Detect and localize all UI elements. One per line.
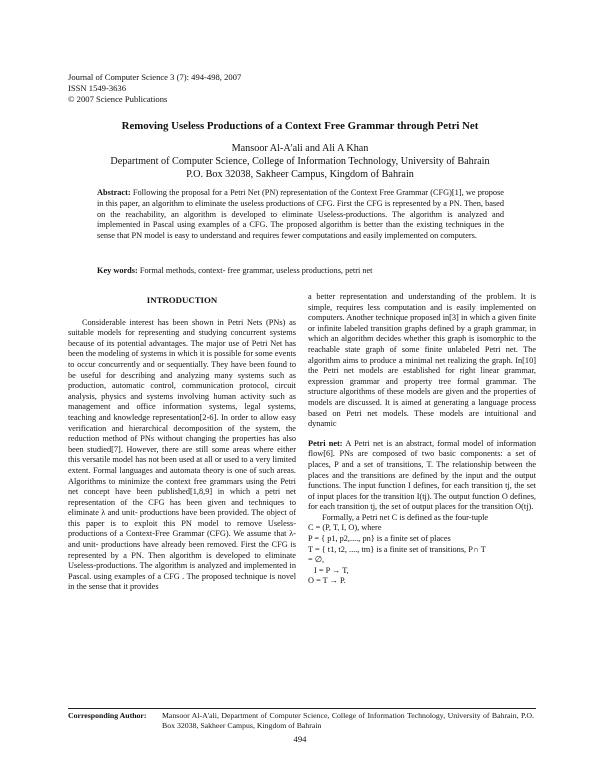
- petri-net-formal-intro: Formally, a Petri net C is defined as the four-tuple: [322, 512, 489, 522]
- definition-line-4: = ∅,: [308, 555, 325, 565]
- petri-net-text: A Petri net is an abstract, formal model of information flow[6]. PNs are composed of two basic components: a set of places, P and a set of transitions, T. The relationship between the places and the transitions are defined by the input and the output functions. The input function I defines, for each transition tj, the set of input places for the transition I(tj). The output function O defines, for each transition tj, the set of output places for the transition O(tj).: [308, 438, 536, 512]
- abstract: [97, 188, 504, 242]
- corresponding-author-label: Corresponding Author:: [68, 711, 147, 720]
- petri-net-label: Petri net:: [308, 438, 343, 448]
- definition-line-6: O = T → P.: [308, 576, 346, 586]
- keywords: [97, 266, 504, 277]
- keywords-label: Key words:: [97, 266, 138, 275]
- keywords-text: Formal methods, context- free grammar, useless productions, petri net: [139, 266, 373, 275]
- journal-info: [68, 72, 241, 105]
- intro-paragraph-1: Considerable interest has been shown in Petri Nets (PNs) as suitable models for representing and studying concurrent systems because of its potential advantages. The major use of Petri Net has been the modeling of systems in which it is possible for some events to occur concurrently and or sequentially. They have been found to be useful for describing and analyzing many systems such as production, automatic control, communication protocol, circuit analysis, physics and systems involving human activity such as management and office information systems, legal systems, teaching and knowledge representation[2-6]. In order to allow easy verification and hierarchical decomposition of the system, the reduction method of PNs without changing the properties has also been studied[7]. However, there are still some areas where either this versatile model has not been used at all or used to a very limited extent. Formal languages and automata theory is one of such areas. Algorithms to minimize the context free grammars using the Petri net concept have been published[1,8,9] in which a petri net representation of the CFG has been given and techniques to eliminate λ and unit- productions have been provided. The object of this paper is to exploit this PN model to remove Useless-productions of a Context-Free Grammar (CFG). We assume that λ- and unit- productions have already been removed. First the CFG is represented by a PN. Then algorithm is developed to eliminate Useless-productions. The algorithm is analyzed and implemented in Pascal. using examples of a CFG . The proposed technique is novel in the sense that it provides: [68, 317, 296, 592]
- section-heading-introduction: INTRODUCTION: [146, 295, 218, 305]
- footer-divider: [68, 708, 536, 709]
- right-column: [308, 292, 536, 587]
- page-number: 494: [293, 734, 307, 744]
- definition-line-5: I = P → T,: [314, 565, 349, 575]
- intro-paragraph-2: a better representation and understanding of the problem. It is simple, requires less computation and is easily implemented on computers. Another technique proposed in[3] in which a given finite or infinite labeled transition graphs defined by a graph grammar, in which an algorithm decides whether this graph is isomorphic to the reachable state graph of some finite unlabeled Petri net. The algorithm aims to produce a minimal net realizing the graph. In[10] the Petri net models are established for right linear grammar, expression grammar and property tree formal grammar. The structure algorithms of these models are given and the properties of models are discussed. It is aimed at generating a language process based on Petri net models. These models are intuitional and dynamic: [308, 292, 536, 429]
- petri-net-section: [308, 439, 536, 513]
- journal-citation: Journal of Computer Science 3 (7): 494-498, 2007: [68, 72, 242, 82]
- author-names: Mansoor Al-A'ali and Ali A Khan: [231, 143, 369, 154]
- definition-line-3: T = { t1, t2, ...., tm} is a finite set of transitions, P∩ T: [308, 544, 486, 554]
- author-department: Department of Computer Science, College of Information Technology, University of Bahrain: [110, 156, 490, 167]
- journal-issn: ISSN 1549-3636: [68, 83, 127, 93]
- author-block: [0, 142, 600, 181]
- abstract-label: Abstract:: [97, 188, 131, 197]
- definition-line-2: P = { p1, p2,...., pn} is a finite set of places: [308, 534, 451, 544]
- left-column: [68, 292, 296, 593]
- corresponding-author: [68, 711, 536, 730]
- author-address: P.O. Box 32038, Sakheer Campus, Kingdom of Bahrain: [186, 169, 414, 180]
- journal-copyright: © 2007 Science Publications: [68, 94, 168, 104]
- paper-title: Removing Useless Productions of a Context Free Grammar through Petri Net: [121, 120, 479, 132]
- definition-line-1: C = (P, T, I, O), where: [308, 523, 382, 533]
- corresponding-author-text: Mansoor Al-A'ali, Department of Computer Science, College of Information Technology, University of Bahrain, P.O. Box 32038, Sakheer Campus, Kingdom of Bahrain: [162, 711, 534, 730]
- abstract-text: Following the proposal for a Petri Net (PN) representation of the Context Free Grammar (CFG)[1], we propose in this paper, an algorithm to eliminate the useless productions of CFG. First the CFG is represented by a PN. Then, based on the reachability, an algorithm is developed to eliminate Useless-productions. The algorithm is analyzed and implemented in Pascal using examples of a CFG. The proposed algorithm is better than the existing techniques in the sense that PN model is easy to understand and requires fewer computations and easily implemented on computers.: [97, 188, 504, 241]
